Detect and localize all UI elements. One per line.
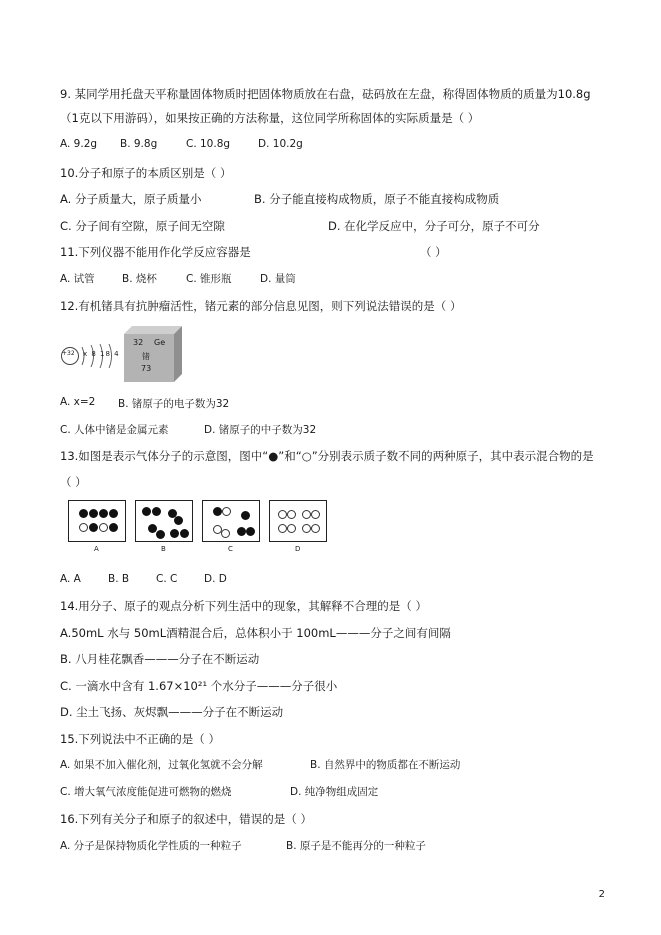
molecule-box-a bbox=[68, 500, 126, 542]
atom-filled bbox=[156, 530, 165, 539]
element-atomic-mass: 73 bbox=[141, 364, 152, 373]
q9-option-c: C. 10.8g bbox=[186, 138, 231, 150]
q10-option-c: C. 分子间有空隙，原子间无空隙 bbox=[60, 219, 225, 233]
atom-filled bbox=[246, 527, 255, 536]
q14-option-a: A.50mL 水与 50mL酒精混合后，总体积小于 100mL———分子之间有间隔 bbox=[60, 626, 451, 640]
atom-filled bbox=[89, 523, 98, 532]
element-tile-drawing bbox=[124, 326, 182, 382]
q14-option-c: C. 一滴水中含有 1.67×10²¹ 个水分子———分子很小 bbox=[60, 679, 338, 693]
molecule-box-label-c: C bbox=[228, 545, 233, 553]
q11-stem: 11.下列仪器不能用作化学反应容器是 bbox=[60, 245, 251, 259]
q14-option-b: B. 八月桂花飘香———分子在不断运动 bbox=[60, 652, 260, 666]
q13-option-b: B. B bbox=[108, 573, 130, 585]
q15-stem: 15.下列说法中不正确的是（ ） bbox=[60, 732, 220, 746]
atom-filled bbox=[174, 516, 183, 525]
atom-filled bbox=[213, 507, 222, 516]
atom-open bbox=[311, 524, 320, 533]
q11-option-c: C. 锥形瓶 bbox=[186, 273, 232, 285]
q13-stem-line2: （ ） bbox=[60, 475, 87, 489]
atom-open bbox=[311, 510, 320, 519]
q10-stem: 10.分子和原子的本质区别是（ ） bbox=[60, 166, 232, 180]
page-number: 2 bbox=[598, 889, 605, 900]
atom-open bbox=[302, 510, 311, 519]
atom-filled bbox=[99, 509, 108, 518]
q10-option-b: B. 分子能直接构成物质，原子不能直接构成物质 bbox=[254, 192, 500, 206]
atom-open bbox=[79, 523, 88, 532]
element-symbol: Ge bbox=[154, 338, 166, 347]
q11-option-b: B. 烧杯 bbox=[122, 273, 157, 285]
atom-nucleus-charge: +32 bbox=[62, 350, 75, 357]
atom-structure-diagram bbox=[58, 338, 120, 374]
q13-option-c: C. C bbox=[156, 573, 178, 585]
q13-option-a: A. A bbox=[60, 573, 81, 585]
atom-filled bbox=[241, 511, 250, 520]
atom-open bbox=[221, 529, 230, 538]
q15-option-d: D. 纯净物组成固定 bbox=[290, 786, 379, 798]
q12-option-b: B. 锗原子的电子数为32 bbox=[118, 398, 230, 410]
q9-option-d: D. 10.2g bbox=[258, 138, 303, 150]
q9-stem-line2: （1克以下用游码），如果按正确的方法称量，这位同学所称固体的实际质量是（ ） bbox=[60, 111, 480, 125]
q15-option-a: A. 如果不加入催化剂，过氧化氢就不会分解 bbox=[60, 759, 263, 771]
q12-option-d: D. 锗原子的中子数为32 bbox=[204, 424, 317, 436]
atom-filled bbox=[237, 527, 246, 536]
atom-open bbox=[278, 524, 287, 533]
element-tile-germanium bbox=[124, 326, 182, 382]
atom-open bbox=[99, 523, 108, 532]
q16-option-b: B. 原子是不能再分的一种粒子 bbox=[286, 840, 426, 852]
molecule-box-d bbox=[269, 500, 327, 542]
molecule-box-b bbox=[135, 500, 193, 542]
atom-filled bbox=[152, 507, 161, 516]
atom-open bbox=[278, 510, 287, 519]
element-atomic-number: 32 bbox=[133, 338, 144, 347]
q11-answer-paren: （ ） bbox=[420, 245, 447, 259]
q9-option-a: A. 9.2g bbox=[60, 138, 98, 150]
atom-open bbox=[302, 524, 311, 533]
molecule-box-label-d: D bbox=[295, 545, 301, 553]
q10-option-a: A. 分子质量大，原子质量小 bbox=[60, 192, 202, 206]
q12-stem: 12.有机锗具有抗肿瘤活性，锗元素的部分信息见图，则下列说法错误的是（ ） bbox=[60, 299, 462, 313]
molecule-box-c bbox=[202, 500, 260, 542]
atom-filled bbox=[180, 529, 189, 538]
q10-option-d: D. 在化学反应中，分子可分，原子不可分 bbox=[328, 219, 540, 233]
q9-option-b: B. 9.8g bbox=[120, 138, 158, 150]
q11-option-d: D. 量筒 bbox=[260, 273, 296, 285]
q12-option-a: A. x=2 bbox=[60, 396, 96, 408]
atom-filled bbox=[109, 523, 118, 532]
molecule-box-label-a: A bbox=[94, 545, 99, 553]
molecule-box-label-b: B bbox=[161, 545, 166, 553]
atom-open bbox=[287, 510, 296, 519]
q9-stem-line1: 9. 某同学用托盘天平称量固体物质时把固体物质放在右盘，砝码放在左盘，称得固体物质的质量为10.8g bbox=[60, 87, 591, 101]
q11-option-a: A. 试管 bbox=[60, 273, 95, 285]
atom-filled bbox=[89, 509, 98, 518]
atom-electron-shells: x 8 18 4 bbox=[83, 350, 120, 358]
q16-option-a: A. 分子是保持物质化学性质的一种粒子 bbox=[60, 840, 242, 852]
q15-option-c: C. 增大氧气浓度能促进可燃物的燃烧 bbox=[60, 786, 232, 798]
q14-stem: 14.用分子、原子的观点分析下列生活中的现象，其解释不合理的是（ ） bbox=[60, 599, 427, 613]
element-name: 锗 bbox=[142, 352, 150, 361]
q16-stem: 16.下列有关分子和原子的叙述中，错误的是（ ） bbox=[60, 812, 312, 826]
atom-open bbox=[222, 507, 231, 516]
atom-filled bbox=[142, 507, 151, 516]
q15-option-b: B. 自然界中的物质都在不断运动 bbox=[310, 759, 461, 771]
q14-option-d: D. 尘土飞扬、灰烬飘———分子在不断运动 bbox=[60, 705, 284, 719]
atom-filled bbox=[79, 509, 88, 518]
atom-filled bbox=[170, 529, 179, 538]
q13-stem-line1: 13.如图是表示气体分子的示意图，图中“●”和“○”分别表示质子数不同的两种原子，其中表示混合物的是 bbox=[60, 449, 594, 463]
atom-filled bbox=[109, 509, 118, 518]
atom-open bbox=[287, 524, 296, 533]
q13-option-d: D. D bbox=[204, 573, 227, 585]
q12-option-c: C. 人体中锗是金属元素 bbox=[60, 424, 169, 436]
